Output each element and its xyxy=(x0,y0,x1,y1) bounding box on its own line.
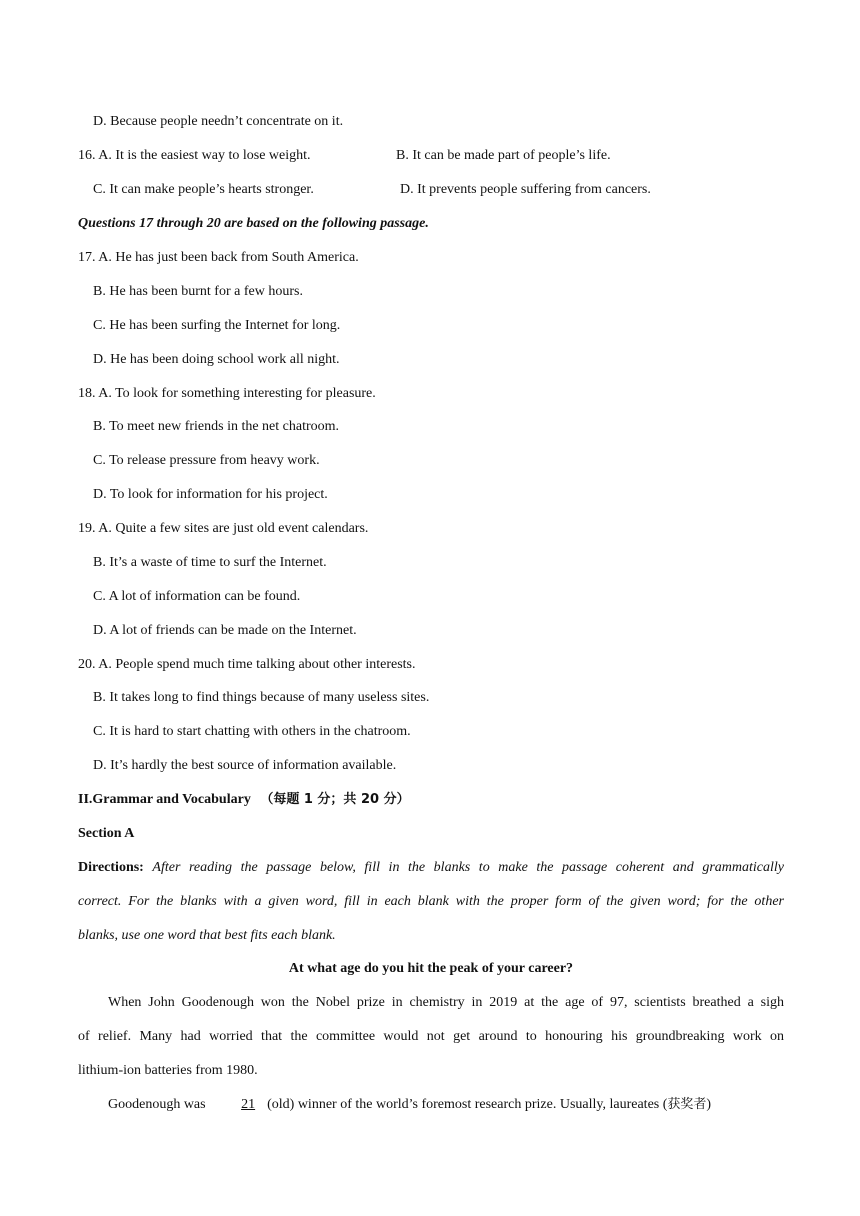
directions-label: Directions: xyxy=(78,860,144,875)
article-p1-line-3: lithium-ion batteries from 1980. xyxy=(78,1063,258,1078)
q19-option-a: 19. A. Quite a few sites are just old event calendars. xyxy=(78,521,369,536)
q15-option-d: D. Because people needn’t concentrate on it. xyxy=(93,114,344,129)
q18-option-c: C. To release pressure from heavy work. xyxy=(93,453,320,468)
q18-option-b: B. To meet new friends in the net chatroom. xyxy=(93,419,340,434)
directions-line-3: blanks, use one word that best fits each blank. xyxy=(78,928,336,943)
article-p2-start: Goodenough was xyxy=(108,1097,206,1112)
article-p2-line-1 xyxy=(108,1096,784,1114)
section-title: II.Grammar and Vocabulary xyxy=(78,792,251,807)
section-a-label: Section A xyxy=(78,826,135,841)
article-p2-cn: 获奖者 xyxy=(667,1097,707,1112)
directions-line-1 xyxy=(78,859,784,877)
directions-text-1: After reading the passage below, fill in the blanks to make the passage coherent and grammatically xyxy=(152,860,784,875)
q16-option-b: B. It can be made part of people’s life. xyxy=(396,148,611,163)
q17-option-a: 17. A. He has just been back from South America. xyxy=(78,250,359,265)
q18-option-d: D. To look for information for his project. xyxy=(93,487,328,502)
q17-option-c: C. He has been surfing the Internet for long. xyxy=(93,318,341,333)
q19-option-d: D. A lot of friends can be made on the Internet. xyxy=(93,623,357,638)
q20-option-b: B. It takes long to find things because of many useless sites. xyxy=(93,690,430,705)
section-score: （每题 1 分；共 20 分） xyxy=(260,792,410,807)
blank-21: 21 xyxy=(241,1097,256,1112)
passage-heading: Questions 17 through 20 are based on the following passage. xyxy=(78,216,429,231)
q16-option-a: 16. A. It is the easiest way to lose weight. xyxy=(78,148,311,163)
article-p2-end: (old) winner of the world’s foremost research prize. Usually, laureates ( xyxy=(267,1097,668,1112)
article-p1-line-1: When John Goodenough won the Nobel prize in chemistry in 2019 at the age of 97, scientists breathed a sigh xyxy=(108,995,784,1010)
q20-option-a: 20. A. People spend much time talking about other interests. xyxy=(78,657,416,672)
q16-option-d: D. It prevents people suffering from cancers. xyxy=(400,182,651,197)
q19-option-c: C. A lot of information can be found. xyxy=(93,589,301,604)
directions-line-2: correct. For the blanks with a given word, fill in each blank with the proper form of the given word; for the other xyxy=(78,894,784,909)
article-title: At what age do you hit the peak of your career? xyxy=(288,961,574,976)
q17-option-d: D. He has been doing school work all night. xyxy=(93,352,340,367)
q18-option-a: 18. A. To look for something interesting for pleasure. xyxy=(78,386,376,401)
q19-option-b: B. It’s a waste of time to surf the Internet. xyxy=(93,555,327,570)
q17-option-b: B. He has been burnt for a few hours. xyxy=(93,284,303,299)
q20-option-d: D. It’s hardly the best source of information available. xyxy=(93,758,397,773)
q20-option-c: C. It is hard to start chatting with others in the chatroom. xyxy=(93,724,411,739)
q16-option-c: C. It can make people’s hearts stronger. xyxy=(93,182,314,197)
article-p2-close: ) xyxy=(706,1097,712,1112)
article-p1-line-2: of relief. Many had worried that the committee would not get around to honouring his groundbreaking work on xyxy=(78,1029,784,1044)
section-heading xyxy=(78,791,410,809)
